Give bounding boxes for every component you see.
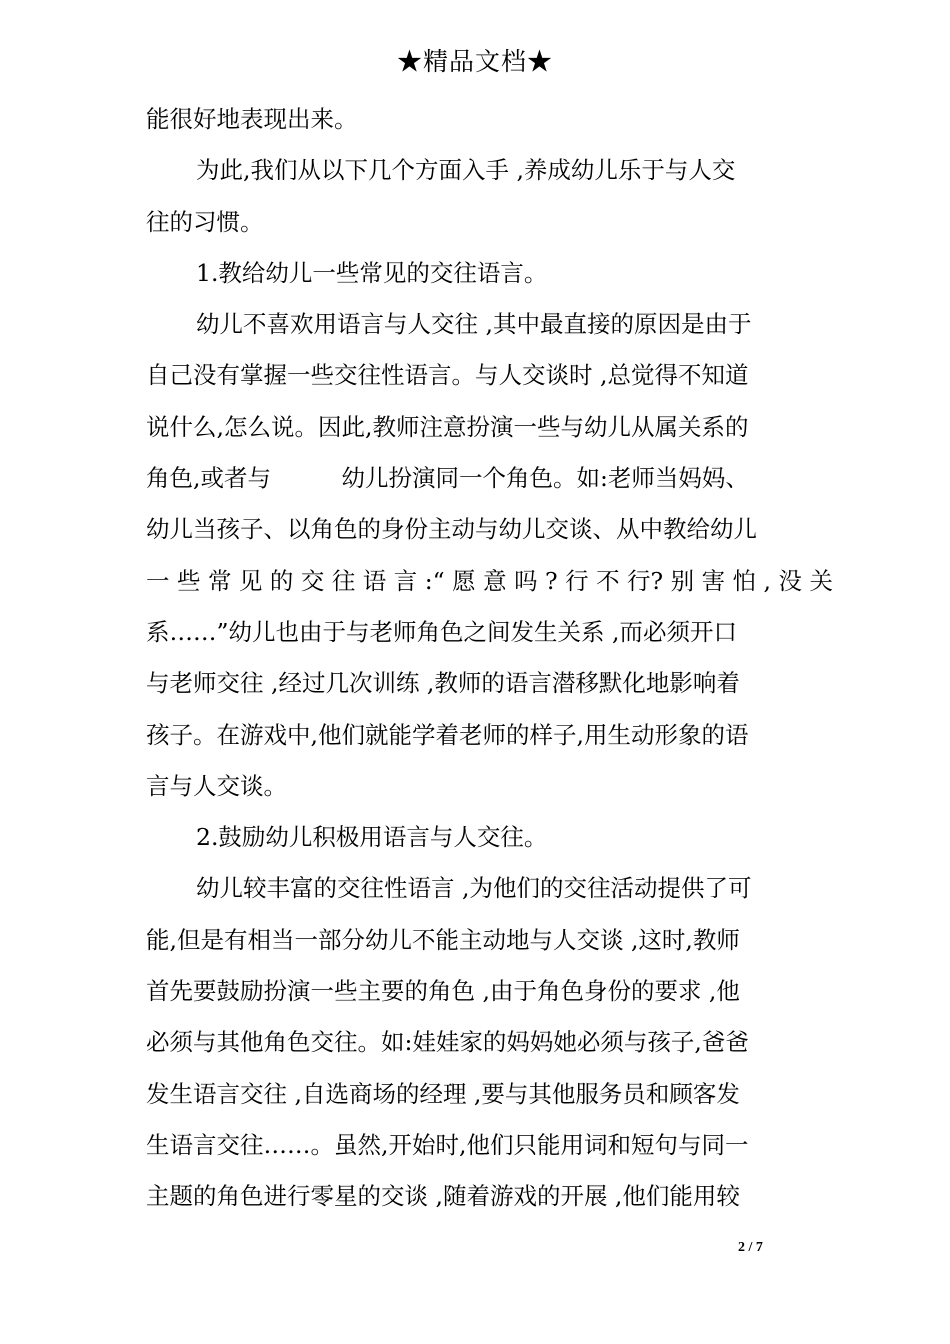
- paragraph-line: 往的习惯。: [146, 207, 264, 236]
- paragraph-line: 能,但是有相当一部分幼儿不能主动地与人交谈 ,这时,教师: [146, 925, 740, 954]
- paragraph-line: 发生语言交往 ,自选商场的经理 ,要与其他服务员和顾客发: [146, 1079, 740, 1108]
- paragraph-line: 幼儿较丰富的交往性语言 ,为他们的交往活动提供了可: [196, 874, 752, 903]
- paragraph-line: 生语言交往……。虽然,开始时,他们只能用词和短句与同一: [146, 1130, 749, 1159]
- paragraph-line: 系……”幼儿也由于与老师角色之间发生关系 ,而必须开口: [146, 617, 737, 646]
- page-number: 2 / 7: [738, 1240, 763, 1255]
- paragraph-line: 幼儿不喜欢用语言与人交往 ,其中最直接的原因是由于: [196, 310, 752, 339]
- paragraph-line: 一 些 常 见 的 交 往 语 言 :“ 愿 意 吗 ? 行 不 行? 别 害 怕 , 没 关: [146, 566, 833, 595]
- paragraph-line: 说什么,怎么说。因此,教师注意扮演一些与幼儿从属关系的: [146, 412, 749, 441]
- paragraph-line: 孩子。在游戏中,他们就能学着老师的样子,用生动形象的语: [146, 720, 749, 749]
- paragraph-line: 首先要鼓励扮演一些主要的角色 ,由于角色身份的要求 ,他: [146, 977, 740, 1006]
- paragraph-line: 角色,或者与 幼儿扮演同一个角色。如:老师当妈妈、: [146, 464, 749, 493]
- body-text: [146, 94, 833, 1223]
- paragraph-line: 自己没有掌握一些交往性语言。与人交谈时 ,总觉得不知道: [146, 361, 749, 390]
- paragraph-line: 主题的角色进行零星的交谈 ,随着游戏的开展 ,他们能用较: [146, 1182, 740, 1211]
- paragraph-line: 幼儿当孩子、以角色的身份主动与幼儿交谈、从中教给幼儿: [146, 515, 757, 544]
- paragraph-line: 言与人交谈。: [146, 771, 287, 800]
- page-header: ★精品文档★: [396, 47, 553, 76]
- paragraph-line: 必须与其他角色交往。如:娃娃家的妈妈她必须与孩子,爸爸: [146, 1028, 749, 1057]
- paragraph-line: 与老师交往 ,经过几次训练 ,教师的语言潜移默化地影响着: [146, 669, 740, 698]
- paragraph-line: 能很好地表现出来。: [146, 105, 358, 133]
- paragraph-line: 2.鼓励幼儿积极用语言与人交往。: [196, 823, 548, 852]
- paragraph-line: 1.教给幼儿一些常见的交往语言。: [196, 258, 548, 287]
- paragraph-line: 为此,我们从以下几个方面入手 ,养成幼儿乐于与人交: [196, 156, 736, 185]
